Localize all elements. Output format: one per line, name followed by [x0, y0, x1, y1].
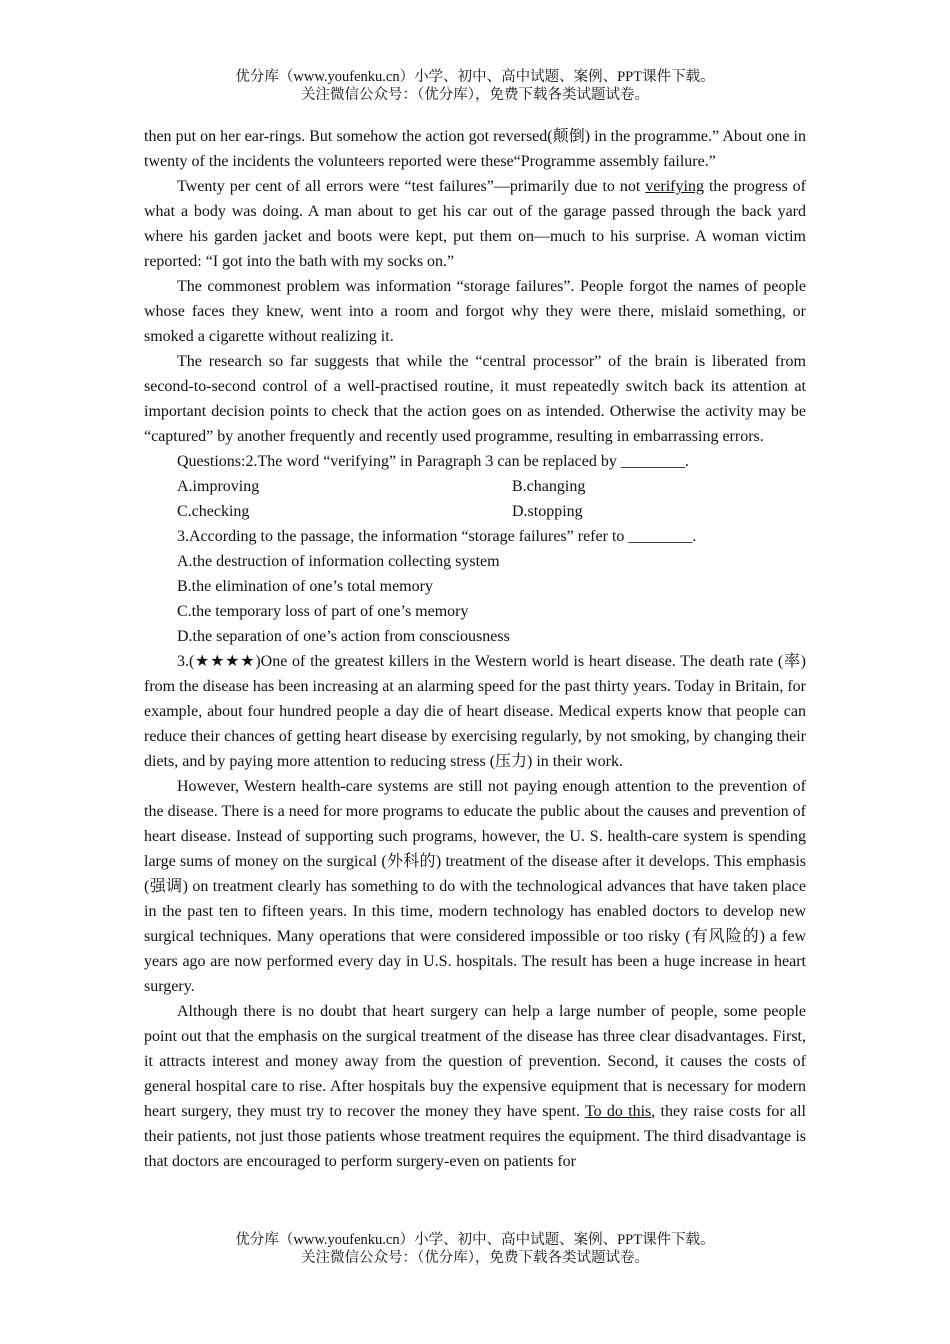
- question-2: Questions:2.The word “verifying” in Paragraph 3 can be replaced by ________.: [177, 453, 689, 470]
- underlined-phrase-to-do-this: To do this: [584, 1103, 652, 1120]
- option-c: C.checking: [177, 503, 250, 520]
- underlined-word-verifying: verifying: [645, 178, 704, 195]
- paragraph: 3.(★★★★)One of the greatest killers in the Western world is heart disease. The death rate (率) from the disease has been increasing at an alarming speed for the past thirty years. Today in Britain, for example, about four hundred people a day die of heart disease. Medical experts know that people can reduce their chances of getting heart disease by exercising regularly, by not smoking, by changing their diets, and by paying more attention to reducing stress (压力) in their work.: [144, 653, 806, 770]
- option-a: A.improving: [177, 478, 260, 495]
- footer-line-2: 关注微信公众号：（优分库），免费下载各类试题试卷。: [301, 1250, 649, 1266]
- options-row: [144, 499, 806, 524]
- question-3: 3.According to the passage, the information “storage failures” refer to ________.: [177, 528, 697, 545]
- footer-line-1: 优分库（www.youfenku.cn）小学、初中、高中试题、案例、PPT课件下载。: [235, 1232, 715, 1248]
- page-footer: [0, 1231, 950, 1267]
- header-line-2: 关注微信公众号：（优分库），免费下载各类试题试卷。: [301, 87, 649, 103]
- option-d: D.the separation of one’s action from consciousness: [177, 628, 510, 645]
- page-header: [0, 68, 950, 104]
- paragraph: However, Western health-care systems are still not paying enough attention to the prevention of the disease. There is a need for more programs to educate the public about the causes and prevention of heart disease. Instead of supporting such programs, however, the U. S. health-care system is spending large sums of money on the surgical (外科的) treatment of the disease after it develops. This emphasis (强调) on treatment clearly has something to do with the technological advances that have taken place in the past ten to fifteen years. In this time, modern technology has enabled doctors to develop new surgical techniques. Many operations that were considered impossible or too risky (有风险的) a few years ago are now performed every day in U.S. hospitals. The result has been a huge increase in heart surgery.: [144, 778, 806, 995]
- option-c: C.the temporary loss of part of one’s memory: [177, 603, 469, 620]
- paragraph: The research so far suggests that while the “central processor” of the brain is liberated from second-to-second control of a well-practised routine, it must repeatedly switch back its attention at important decision points to check that the action goes on as intended. Otherwise the activity may be “captured” by another frequently and recently used programme, resulting in embarrassing errors.: [144, 353, 806, 445]
- option-b: B.the elimination of one’s total memory: [177, 578, 433, 595]
- paragraph: Twenty per cent of all errors were “test failures”—primarily due to not verifying the progress of what a body was doing. A man about to get his car out of the garage passed through the back yard where his garden jacket and boots were kept, put them on—much to his surprise. A woman victim reported: “I got into the bath with my socks on.”: [144, 178, 806, 270]
- paragraph: Although there is no doubt that heart surgery can help a large number of people, some people point out that the emphasis on the surgical treatment of the disease has three clear disadvantages. First, it attracts interest and money away from the question of prevention. Second, it causes the costs of general hospital care to rise. After hospitals buy the expensive equipment that is necessary for modern heart surgery, they must try to recover the money they have spent. To do this, they raise costs for all their patients, not just those patients whose treatment requires the equipment. The third disadvantage is that doctors are encouraged to perform surgery-even on patients for: [144, 1003, 806, 1170]
- option-d: D.stopping: [512, 503, 583, 520]
- options-row: [144, 474, 806, 499]
- header-line-1: 优分库（www.youfenku.cn）小学、初中、高中试题、案例、PPT课件下载。: [235, 69, 715, 85]
- paragraph: then put on her ear-rings. But somehow the action got reversed(颠倒) in the programme.” About one in twenty of the incidents the volunteers reported were these“Programme assembly failure.”: [144, 128, 806, 170]
- option-b: B.changing: [512, 478, 586, 495]
- paragraph: The commonest problem was information “storage failures”. People forgot the names of people whose faces they knew, went into a room and forgot why they were there, mislaid something, or smoked a cigarette without realizing it.: [144, 278, 806, 345]
- document-body: [144, 124, 806, 1174]
- option-a: A.the destruction of information collecting system: [177, 553, 500, 570]
